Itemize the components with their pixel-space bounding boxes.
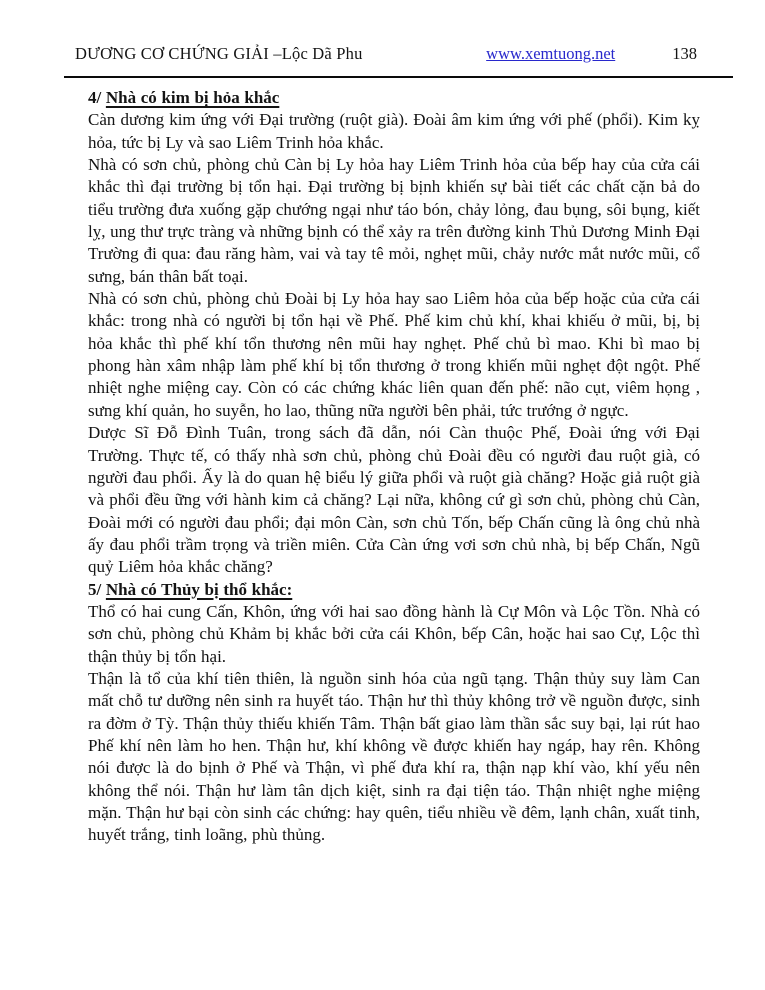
- header-divider: [64, 76, 733, 78]
- book-title: DƯƠNG CƠ CHỨNG GIẢI –Lộc Dã Phu: [75, 44, 363, 63]
- page-header: [75, 44, 697, 64]
- section-number: 5/: [88, 579, 106, 599]
- website-link[interactable]: www.xemtuong.net: [486, 44, 616, 63]
- paragraph: Càn dương kim ứng với Đại trường (ruột già). Đoài âm kim ứng với phế (phổi). Kim kỵ hỏa, tức bị Ly và sao Liêm Trinh hỏa khắc.: [88, 110, 700, 152]
- section-title: Nhà có Thủy bị thổ khắc:: [105, 579, 293, 599]
- paragraph: Thận là tổ của khí tiên thiên, là nguồn sinh hóa của ngũ tạng. Thận thủy suy làm Can mất chỗ tư dưỡng nên sinh ra huyết táo. Thận hư thì thủy không trở về nguồn được, sinh ra đờm ở Tỳ. Thận thủy thiếu khiến Tâm. Thận bất giao làm thần sắc suy bại, lại rút hao Phế khí nên làm ho hen. Thận hư, khí không về được khiến hay ngáp, hay rên. Không nói được là do bịnh ở Phế và Thận, vì phế đưa khí ra, thận nạp khí vào, khí yếu nên không thể nói. Thận hư làm tân dịch kiệt, sinh ra đại tiện táo. Thận nhiệt nghe miệng mặn. Thận hư bại còn sinh các chứng: hay quên, tiểu nhiều về đêm, lạnh chân, xuất tinh, huyết trắng, tinh loãng, phù thủng.: [88, 668, 700, 845]
- section-title: Nhà có kim bị hỏa khắc: [105, 88, 280, 107]
- paragraph: Dược Sĩ Đỗ Đình Tuân, trong sách đã dẫn, nói Càn thuộc Phế, Đoài ứng với Đại Trường. Thực tế, có thấy nhà sơn chủ, phòng chủ Đoài đều có người đau ruột già, có người đau phổi. Ấy là do quan hệ biểu lý giữa phổi và ruột già chăng? Hoặc giả ruột già và phổi đều ững với hành kim cả chăng? Lại nữa, không cứ gì sơn chủ, phòng chủ Càn, Đoài mới có người đau phổi; đại môn Càn, sơn chủ Tốn, bếp Chấn cũng là ông chủ nhà ấy đau phổi trầm trọng và triền miên. Cửa Càn ứng vơi sơn chủ nhà, bị bếp Chấn, Ngũ quỷ Liêm hỏa khắc chăng?: [88, 423, 700, 577]
- paragraph: Thổ có hai cung Cấn, Khôn, ứng với hai sao đồng hành là Cự Môn và Lộc Tồn. Nhà có sơn chủ, phòng chủ Khảm bị khắc bởi cửa cái Khôn, bếp Cân, hoặc hai sao Cự, Lộc thì thận thủy bị tổn hại.: [88, 601, 700, 666]
- section-heading-4: [88, 87, 700, 109]
- section-heading-5: [88, 579, 700, 601]
- document-content: [88, 87, 700, 847]
- section-number: 4/: [88, 88, 106, 107]
- paragraph: Nhà có sơn chủ, phòng chủ Đoài bị Ly hỏa hay sao Liêm hỏa của bếp hoặc của cửa cái khắc: trong nhà có người bị tổn hại về Phế. Phế kim chủ khí, khai khiếu ở mũi, bị, bị hỏa khắc thì phế khí tổn thương nên mũi hay nghẹt. Phế chủ bì mao. Khi bì mao bị phong hàn xâm nhập làm phế khí bị tổn thương ở trong khiến mũi nghẹt đột ngột. Phế nhiệt nghe miệng cay. Còn có các chứng khác liên quan đến phế: não cụt, viêm họng , sưng khí quản, ho suyễn, ho lao, thũng nữa người bên phải, tức trướng ở ngực.: [88, 289, 700, 420]
- page-number: 138: [672, 44, 697, 63]
- paragraph: Nhà có sơn chủ, phòng chủ Càn bị Ly hỏa hay Liêm Trinh hỏa của bếp hay của cửa cái khắc thì đại trường bị tổn hại. Đại trường bị bịnh khiến sự bài tiết các chất cặn bả do tiểu trường đưa xuống gặp chướng ngại như táo bón, chảy lỏng, đau bụng, sôi bụng, kiết lỵ, ung thư trực tràng và những bịnh có thể xảy ra trên đường kinh Thủ Dương Minh Đại Trường đi qua: đau răng hàm, vai và tay tê mỏi, nghẹt mũi, chảy nước mắt nước mũi, cổ sưng, bán thân bất toại.: [88, 155, 700, 286]
